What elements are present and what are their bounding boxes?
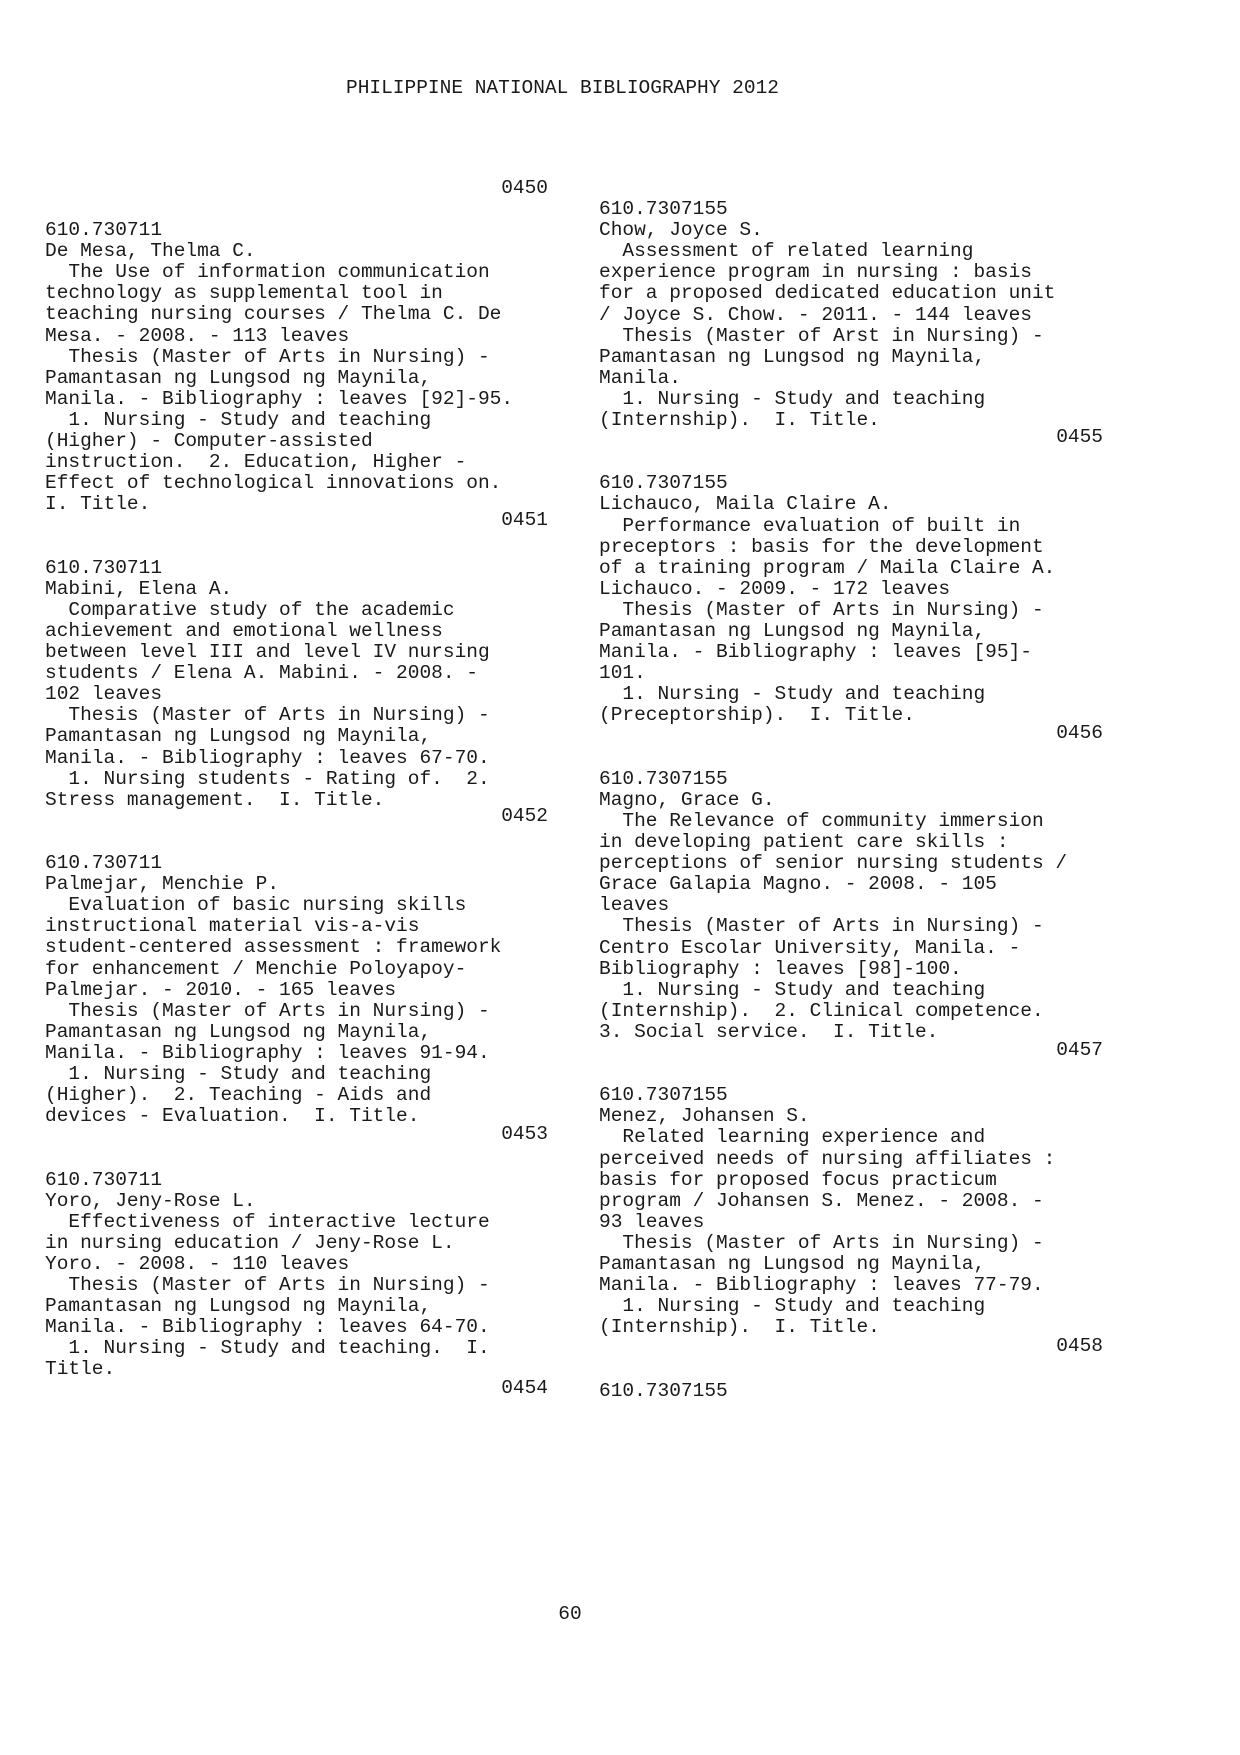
entry-number: 0452 bbox=[501, 805, 548, 827]
entry-line: 610.730711 bbox=[45, 556, 163, 579]
entry-line: Pamantasan ng Lungsod ng Maynila, bbox=[45, 725, 432, 748]
entry-line: in developing patient care skills : bbox=[599, 831, 1009, 853]
entry-line: for a proposed dedicated education unit bbox=[599, 282, 1056, 305]
entry-line: for enhancement / Menchie Poloyapoy- bbox=[45, 957, 467, 980]
entry-line: Effect of technological innovations on. bbox=[45, 472, 502, 495]
entry-line: Lichauco, Maila Claire A. bbox=[599, 493, 892, 516]
entry-line: Lichauco. - 2009. - 172 leaves bbox=[599, 577, 951, 600]
entry-line: Effectiveness of interactive lecture bbox=[45, 1210, 490, 1233]
entry-line: Mesa. - 2008. - 113 leaves bbox=[45, 324, 350, 347]
entry-line: Comparative study of the academic bbox=[45, 598, 455, 621]
entry-line: leaves bbox=[599, 894, 670, 917]
entry-line: perceived needs of nursing affiliates : bbox=[599, 1147, 1056, 1170]
entry-line: student-centered assessment : framework bbox=[45, 936, 502, 959]
entry-line: instructional material vis-a-vis bbox=[45, 915, 420, 938]
entry-number: 0457 bbox=[1056, 1039, 1103, 1061]
entry-line: Yoro. - 2008. - 110 leaves bbox=[45, 1252, 350, 1275]
entry-line: students / Elena A. Mabini. - 2008. - bbox=[45, 662, 478, 685]
entry-line: instruction. 2. Education, Higher - bbox=[45, 451, 467, 474]
entry-number: 0450 bbox=[501, 177, 548, 199]
entry-line: Menez, Johansen S. bbox=[599, 1105, 810, 1128]
entry-line: Pamantasan ng Lungsod ng Maynila, bbox=[599, 1253, 986, 1275]
entry-line: Thesis (Master of Arts in Nursing) - bbox=[599, 915, 1044, 938]
entry-line: Manila. - Bibliography : leaves 91-94. bbox=[45, 1041, 490, 1064]
entry-line: 610.7307155 bbox=[599, 1379, 728, 1402]
entry-line: Magno, Grace G. bbox=[599, 788, 775, 811]
page-header: PHILIPPINE NATIONAL BIBLIOGRAPHY 2012 bbox=[346, 77, 779, 99]
entry-line: 1. Nursing students - Rating of. 2. bbox=[45, 767, 490, 790]
entry-number: 0458 bbox=[1056, 1335, 1103, 1357]
entry-line: Chow, Joyce S. bbox=[599, 219, 763, 242]
entry-line: (Internship). I. Title. bbox=[599, 1316, 880, 1339]
entry-number: 0455 bbox=[1056, 426, 1103, 448]
entry-line: 1. Nursing - Study and teaching bbox=[45, 1063, 432, 1085]
entry-line: De Mesa, Thelma C. bbox=[45, 240, 256, 263]
entry-line: experience program in nursing : basis bbox=[599, 261, 1032, 284]
entry-line: Manila. - Bibliography : leaves [95]- bbox=[599, 641, 1032, 664]
entry-line: Thesis (Master of Arts in Nursing) - bbox=[599, 598, 1044, 621]
entry-line: between level III and level IV nursing bbox=[45, 641, 490, 663]
entry-line: technology as supplemental tool in bbox=[45, 282, 443, 305]
entry-line: 610.730711 bbox=[45, 1168, 163, 1191]
entry-line: (Preceptorship). I. Title. bbox=[599, 704, 915, 727]
entry-line: 102 leaves bbox=[45, 683, 163, 706]
entry-line: Related learning experience and bbox=[599, 1126, 986, 1149]
entry-line: 101. bbox=[599, 662, 646, 685]
entry-line: Pamantasan ng Lungsod ng Maynila, bbox=[45, 1295, 432, 1318]
entry-line: (Internship). I. Title. bbox=[599, 409, 880, 431]
entry-line: Thesis (Master of Arts in Nursing) - bbox=[45, 704, 490, 727]
entry-line: 1. Nursing - Study and teaching bbox=[599, 387, 986, 410]
entry-line: 1. Nursing - Study and teaching bbox=[45, 408, 432, 431]
entry-number: 0456 bbox=[1056, 722, 1103, 744]
entry-line: Yoro, Jeny-Rose L. bbox=[45, 1189, 256, 1212]
entry-number: 0454 bbox=[501, 1377, 548, 1399]
entry-line: Manila. - Bibliography : leaves [92]-95. bbox=[45, 387, 514, 410]
entry-line: in nursing education / Jeny-Rose L. bbox=[45, 1231, 455, 1254]
entry-line: 610.7307155 bbox=[599, 198, 728, 220]
entry-line: Manila. - Bibliography : leaves 64-70. bbox=[45, 1316, 490, 1339]
entry-number: 0451 bbox=[501, 509, 548, 531]
entry-line: 610.7307155 bbox=[599, 472, 728, 495]
entry-number: 0453 bbox=[501, 1123, 548, 1145]
entry-line: 610.7307155 bbox=[599, 1084, 728, 1107]
entry-line: Thesis (Master of Arts in Nursing) - bbox=[45, 345, 490, 368]
entry-line: program / Johansen S. Menez. - 2008. - bbox=[599, 1189, 1044, 1212]
entry-line: Palmejar, Menchie P. bbox=[45, 873, 280, 896]
entry-line: Pamantasan ng Lungsod ng Maynila, bbox=[599, 620, 986, 642]
entry-line: Pamantasan ng Lungsod ng Maynila, bbox=[45, 1020, 432, 1043]
entry-line: Manila. - Bibliography : leaves 67-70. bbox=[45, 746, 490, 769]
entry-line: Mabini, Elena A. bbox=[45, 577, 233, 600]
entry-line: Thesis (Master of Arts in Nursing) - bbox=[599, 1231, 1044, 1254]
entry-line: 610.7307155 bbox=[599, 767, 728, 790]
entry-line: I. Title. bbox=[45, 493, 151, 516]
entry-line: Thesis (Master of Arts in Nursing) - bbox=[45, 999, 490, 1022]
entry-line: (Higher) - Computer-assisted bbox=[45, 430, 373, 452]
entry-line: preceptors : basis for the development bbox=[599, 535, 1044, 558]
entry-line: achievement and emotional wellness bbox=[45, 619, 443, 642]
entry-line: of a training program / Maila Claire A. bbox=[599, 556, 1056, 579]
entry-line: The Relevance of community immersion bbox=[599, 809, 1044, 832]
entry-line: devices - Evaluation. I. Title. bbox=[45, 1105, 420, 1128]
entry-line: Thesis (Master of Arts in Nursing) - bbox=[45, 1274, 490, 1296]
entry-line: Manila. bbox=[599, 366, 681, 389]
entry-line: Title. bbox=[45, 1358, 116, 1381]
entry-line: 93 leaves bbox=[599, 1210, 705, 1233]
entry-line: Pamantasan ng Lungsod ng Maynila, bbox=[45, 366, 432, 389]
entry-line: Palmejar. - 2010. - 165 leaves bbox=[45, 978, 397, 1001]
entry-line: Thesis (Master of Arst in Nursing) - bbox=[599, 324, 1044, 347]
entry-line: 610.730711 bbox=[45, 219, 163, 241]
entry-line: Evaluation of basic nursing skills bbox=[45, 894, 467, 917]
entry-line: basis for proposed focus practicum bbox=[599, 1168, 997, 1191]
entry-line: 3. Social service. I. Title. bbox=[599, 1020, 939, 1043]
entry-line: The Use of information communication bbox=[45, 261, 490, 284]
entry-line: 1. Nursing - Study and teaching bbox=[599, 978, 986, 1001]
entry-line: Grace Galapia Magno. - 2008. - 105 bbox=[599, 873, 997, 896]
entry-line: 1. Nursing - Study and teaching bbox=[599, 683, 986, 706]
entry-line: Stress management. I. Title. bbox=[45, 788, 385, 811]
entry-line: Pamantasan ng Lungsod ng Maynila, bbox=[599, 345, 986, 368]
entry-line: 610.730711 bbox=[45, 852, 163, 874]
entry-line: Manila. - Bibliography : leaves 77-79. bbox=[599, 1274, 1044, 1297]
entry-line: Bibliography : leaves [98]-100. bbox=[599, 957, 962, 980]
entry-line: (Higher). 2. Teaching - Aids and bbox=[45, 1084, 432, 1107]
page-number: 60 bbox=[558, 1603, 582, 1625]
entry-line: perceptions of senior nursing students / bbox=[599, 852, 1068, 875]
entry-line: 1. Nursing - Study and teaching bbox=[599, 1295, 986, 1318]
entry-line: Performance evaluation of built in bbox=[599, 514, 1021, 537]
entry-line: Centro Escolar University, Manila. - bbox=[599, 936, 1021, 959]
entry-line: 1. Nursing - Study and teaching. I. bbox=[45, 1337, 490, 1360]
entry-line: Assessment of related learning bbox=[599, 240, 974, 263]
entry-line: (Internship). 2. Clinical competence. bbox=[599, 999, 1044, 1022]
entry-line: / Joyce S. Chow. - 2011. - 144 leaves bbox=[599, 303, 1032, 326]
entry-line: teaching nursing courses / Thelma C. De bbox=[45, 303, 502, 326]
